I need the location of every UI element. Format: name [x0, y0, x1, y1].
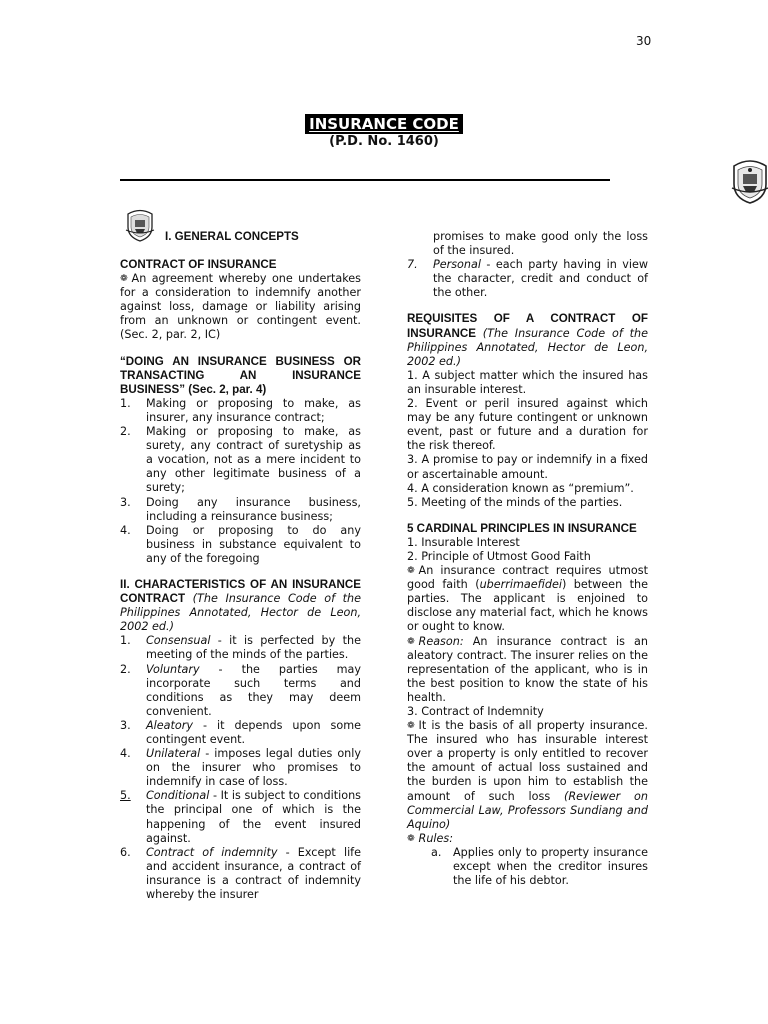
horizontal-rule — [120, 179, 610, 181]
requisites-heading: REQUISITES OF A CONTRACT OF INSURANCE (The Insurance Code of the Philippines Annotated, Hector de Leon, 2002 ed.) — [407, 312, 648, 368]
requisite-item: 1. A subject matter which the insured has an insurable interest. — [407, 368, 648, 396]
requisite-item: 4. A consideration known as “premium”. — [407, 481, 634, 495]
list-item: 4. Doing or proposing to do any business in substance equivalent to any of the foregoing — [120, 523, 361, 565]
bullet-icon: ❁ — [407, 566, 415, 577]
rules-list — [407, 846, 648, 888]
characteristics-list — [120, 634, 361, 902]
university-seal-icon — [730, 158, 768, 204]
contract-definition: ❁ An agreement whereby one undertakes for a consideration to indemnify another against loss, damage or liability arising from an unknown or contingent event. (Sec. 2, par. 2, IC) — [120, 272, 361, 342]
indemnity-text: ❁ It is the basis of all property insurance. The insured who has insurable interest over a property is only entitled to recover the amount of actual loss sustained and the burden is upon him to establish the amount of such loss (Reviewer on Commercial Law, Professors Sundiang and Aquino) — [407, 719, 648, 831]
page-number: 30 — [636, 34, 652, 48]
characteristics-list-cont — [407, 258, 648, 300]
list-item: a. Applies only to property insurance except when the creditor insures the life of his debtor. — [431, 845, 648, 888]
bullet-icon: ❁ — [407, 636, 415, 647]
general-concepts-heading: I. GENERAL CONCEPTS — [165, 230, 299, 243]
contract-of-insurance-heading: CONTRACT OF INSURANCE — [120, 258, 277, 271]
list-item: 3. Aleatory - it depends upon some contingent event. — [120, 718, 361, 746]
bullet-icon: ❁ — [407, 833, 415, 844]
list-item: 1. Making or proposing to make, as insurer, any insurance contract; — [120, 396, 361, 424]
item6-continuation: promises to make good only the loss of the insured. — [433, 230, 648, 258]
left-column — [120, 230, 361, 902]
principle-item: 2. Principle of Utmost Good Faith — [407, 549, 591, 563]
rules-label: ❁ Rules: — [407, 831, 453, 845]
right-column — [407, 230, 648, 888]
list-item: 4. Unilateral - imposes legal duties only on the insurer who promises to indemnify in case of loss. — [120, 747, 361, 789]
requisite-item: 3. A promise to pay or indemnify in a fixed or ascertainable amount. — [407, 453, 648, 481]
bullet-icon: ❁ — [120, 274, 128, 285]
list-item: 2. Voluntary - the parties may incorporate such terms and conditions as they may deem convenient. — [120, 662, 361, 718]
principle-item: 3. Contract of Indemnity — [407, 705, 544, 718]
cardinal-principles-heading: 5 CARDINAL PRINCIPLES IN INSURANCE — [407, 521, 637, 535]
doing-business-heading: “DOING AN INSURANCE BUSINESS OR TRANSACTING AN INSURANCE BUSINESS” (Sec. 2, par. 4) — [120, 354, 361, 396]
document-subtitle: (P.D. No. 1460) — [329, 134, 439, 149]
reason-text: ❁ Reason: An insurance contract is an aleatory contract. The insurer relies on the representation of the applicant, who is in the best position to know the state of his health. — [407, 634, 648, 704]
principle-item: 1. Insurable Interest — [407, 535, 520, 549]
university-seal-icon — [125, 208, 155, 242]
list-item: 6. Contract of indemnity - Except life and accident insurance, a contract of insurance is a contract of indemnity whereby the insurer — [120, 845, 361, 902]
document-title-wrap — [0, 114, 768, 134]
requisite-item: 5. Meeting of the minds of the parties. — [407, 495, 623, 509]
document-title: INSURANCE CODE — [305, 114, 463, 134]
characteristics-heading: II. CHARACTERISTICS OF AN INSURANCE CONTRACT (The Insurance Code of the Philippines Annotated, Hector de Leon, 2002 ed.) — [120, 577, 361, 634]
list-item: 1. Consensual - it is perfected by the meeting of the minds of the parties. — [120, 634, 361, 662]
bullet-icon: ❁ — [407, 721, 415, 732]
list-item: 3. Doing any insurance business, including a reinsurance business; — [120, 495, 361, 523]
good-faith-text: ❁ An insurance contract requires utmost good faith (uberrimaefidei) between the parties. The applicant is enjoined to disclose any material fact, which he knows or ought to know. — [407, 564, 648, 634]
list-item: 5. Conditional - It is subject to conditions the principal one of which is the happening of the event insured against. — [120, 789, 361, 845]
doing-business-list — [120, 397, 361, 566]
requisite-item: 2. Event or peril insured against which may be any future contingent or unknown event, past or future and a duration for the risk thereof. — [407, 397, 648, 453]
list-item: 2. Making or proposing to make, as surety, any contract of suretyship as a vocation, not as a mere incident to any other legitimate business of a surety; — [120, 425, 361, 495]
list-item: 7. Personal - each party having in view the character, credit and conduct of the other. — [407, 258, 648, 300]
